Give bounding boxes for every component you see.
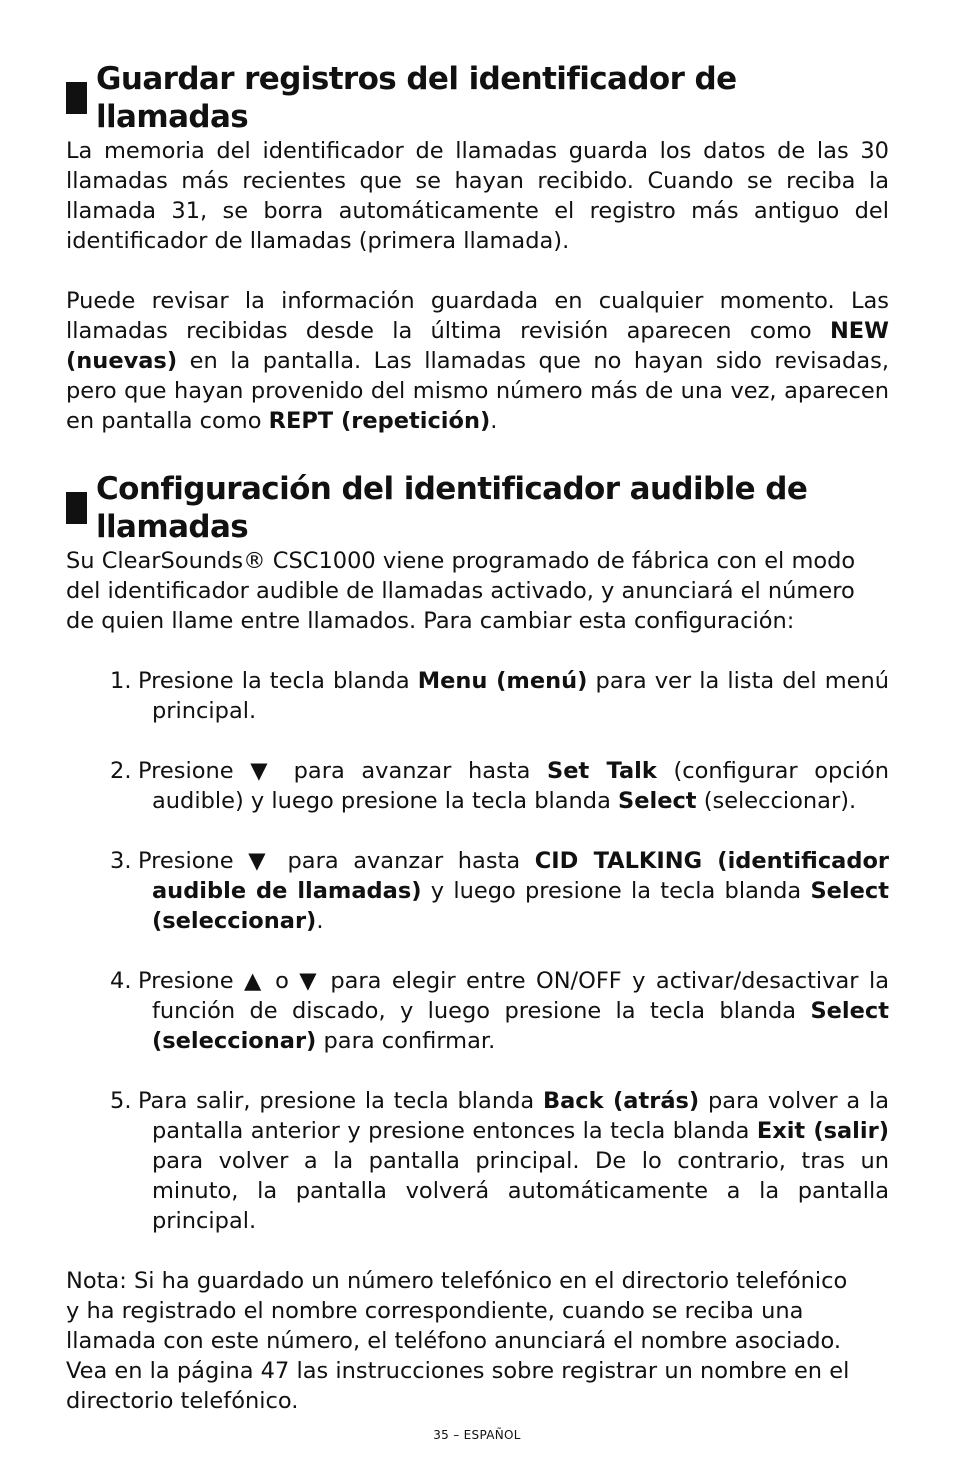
text-run: y luego presione la tecla blanda [421, 878, 811, 904]
list-item [110, 846, 889, 936]
text-run: para volver a la pantalla anterior y presione entonces la tecla blanda [152, 1088, 889, 1144]
step-number: 4. [110, 968, 132, 994]
heading-bar-marker [66, 492, 87, 524]
section-heading-talking-caller-id [66, 470, 889, 546]
bold-term: Menu (menú) [417, 668, 588, 694]
list-item [110, 756, 889, 816]
text-run: para confirmar. [316, 1028, 496, 1054]
paragraph-intro: Su ClearSounds® CSC1000 viene programado de fábrica con el modo del identificador audible de llamadas activado, y anunciará el número de quien llame entre llamados. Para cambiar esta configuración: [66, 548, 856, 634]
text-run: Presione ▲ o ▼ para elegir entre ON/OFF y activar/desactivar la función de discado, y luego presione la tecla blanda [138, 968, 889, 1024]
document-page [66, 60, 889, 1416]
list-item [110, 966, 889, 1056]
bold-term: Select [618, 788, 697, 814]
bold-term: Back (atrás) [542, 1088, 700, 1114]
text-run: Para salir, presione la tecla blanda [138, 1088, 543, 1114]
bold-term: Exit (salir) [756, 1118, 889, 1144]
section-title: Configuración del identificador audible de llamadas [96, 471, 808, 545]
step-number: 3. [110, 848, 132, 874]
text-run: Presione la tecla blanda [138, 668, 418, 694]
paragraph-note: Nota: Si ha guardado un número telefónico en el directorio telefónico y ha registrado el nombre correspondiente, cuando se reciba una llamada con este número, el teléfono anunciará el nombre asociado. Vea en la página 47 las instrucciones sobre registrar un nombre en el directorio telefónico. [66, 1268, 850, 1414]
list-item [110, 666, 889, 726]
section-title: Guardar registros del identificador de llamadas [96, 61, 737, 135]
text-run: para ver la lista del menú principal. [152, 668, 889, 724]
paragraph-review [66, 286, 889, 436]
heading-bar-marker [66, 82, 87, 114]
text-run: en la pantalla. Las llamadas que no hayan sido revisadas, pero que hayan provenido del mismo número más de una vez, aparecen en pantalla como [66, 348, 889, 434]
bold-rept: REPT (repetición) [268, 408, 491, 434]
list-item [110, 1086, 889, 1236]
step-number: 1. [110, 668, 132, 694]
text-run: para volver a la pantalla principal. De lo contrario, tras un minuto, la pantalla volverá automáticamente a la pantalla principal. [152, 1148, 889, 1234]
bold-new: NEW (nuevas) [66, 318, 889, 374]
bold-term: CID TALKING (identificador audible de llamadas) [152, 848, 889, 904]
bold-term: Select (seleccionar) [152, 878, 889, 934]
step-number: 5. [110, 1088, 132, 1114]
text-run: (seleccionar). [696, 788, 857, 814]
step-number: 2. [110, 758, 132, 784]
bold-term: Select (seleccionar) [152, 998, 889, 1054]
steps-list [66, 666, 889, 1236]
paragraph-memory: La memoria del identificador de llamadas guarda los datos de las 30 llamadas más recientes que se hayan recibido. Cuando se reciba la llamada 31, se borra automáticamente el registro más antiguo del identificador de llamadas (primera llamada). [66, 138, 889, 254]
text-run: Presione ▼ para avanzar hasta [138, 848, 535, 874]
text-run: Puede revisar la información guardada en cualquier momento. Las llamadas recibidas desde la última revisión aparecen como [66, 288, 889, 344]
page-footer: 35 – ESPAÑOL [433, 1428, 521, 1442]
text-run: (configurar opción audible) y luego presione la tecla blanda [152, 758, 889, 814]
text-run: Presione ▼ para avanzar hasta [138, 758, 548, 784]
section-heading-caller-id-records [66, 60, 889, 136]
text-run: . [490, 408, 498, 434]
bold-term: Set Talk [547, 758, 657, 784]
text-run: . [316, 908, 324, 934]
